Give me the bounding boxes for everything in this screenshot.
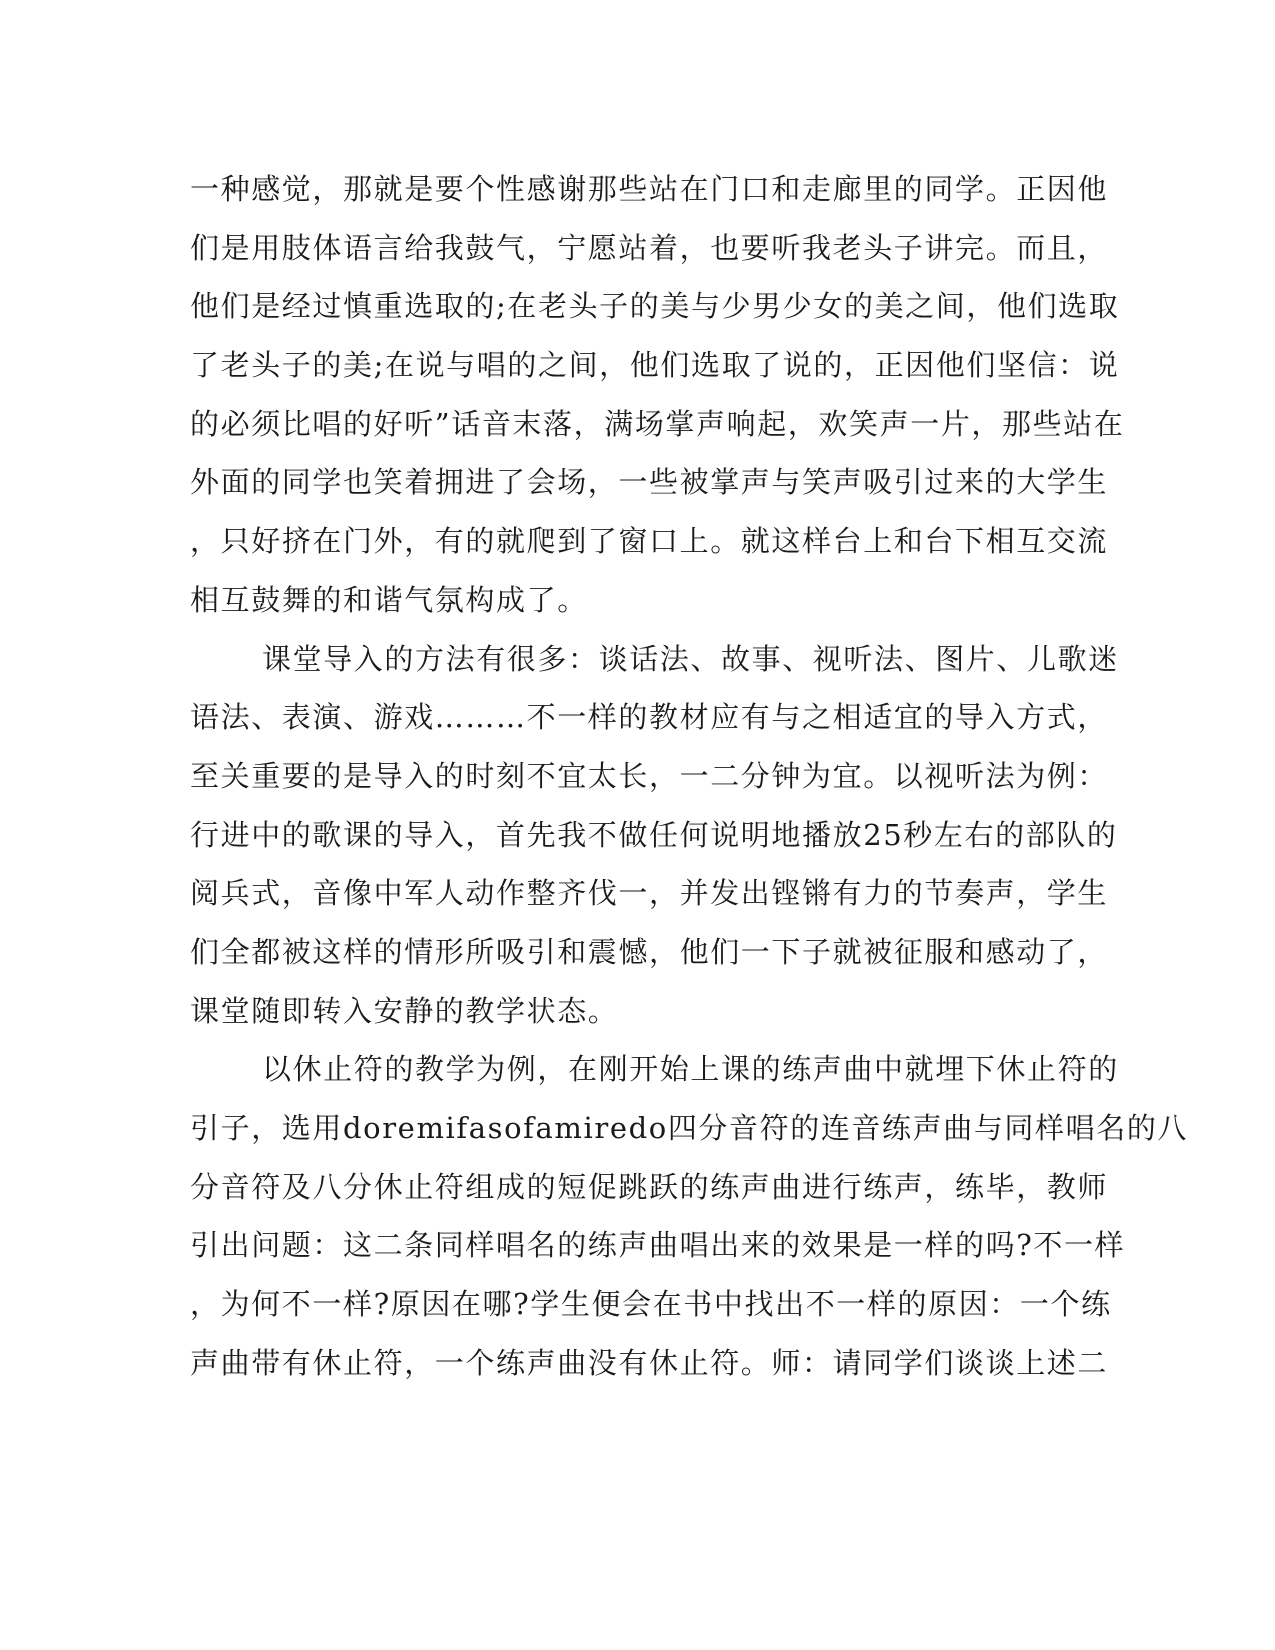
text-line: 了老头子的美;在说与唱的之间，他们选取了说的，正因他们坚信：说 [190, 348, 1120, 383]
text-line: 课堂随即转入安静的教学状态。 [190, 993, 619, 1028]
text-line: 引出问题：这二条同样唱名的练声曲唱出来的效果是一样的吗?不一样 [190, 1228, 1126, 1263]
paragraph-3 [190, 1040, 1189, 1392]
text-line: 们全都被这样的情形所吸引和震憾，他们一下子就被征服和感动了， [190, 934, 1109, 969]
text-line: 引子，选用doremifasofamiredo四分音符的连音练声曲与同样唱名的八 [190, 1111, 1189, 1145]
text-line: 的必须比唱的好听”话音末落，满场掌声响起，欢笑声一片，那些站在 [190, 406, 1125, 441]
text-line: 声曲带有休止符，一个练声曲没有休止符。师：请同学们谈谈上述二 [190, 1345, 1109, 1380]
text-line: 一种感觉，那就是要个性感谢那些站在门口和走廊里的同学。正因他 [190, 172, 1109, 206]
text-line: 分音符及八分休止符组成的短促跳跃的练声曲进行练声，练毕，教师 [190, 1169, 1109, 1204]
text-line: 外面的同学也笑着拥进了会场，一些被掌声与笑声吸引过来的大学生 [190, 465, 1109, 500]
paragraph-2 [190, 630, 1119, 1041]
text-line: 阅兵式，音像中军人动作整齐伐一，并发出铿锵有力的节奏声，学生 [190, 876, 1109, 911]
text-line: ，只好挤在门外，有的就爬到了窗口上。就这样台上和台下相互交流 [190, 524, 1109, 559]
body-text [190, 160, 1189, 1392]
text-line: 以休止符的教学为例，在刚开始上课的练声曲中就埋下休止符的 [262, 1052, 1119, 1087]
text-line: 他们是经过慎重选取的;在老头子的美与少男少女的美之间，他们选取 [190, 289, 1120, 324]
text-line: 课堂导入的方法有很多：谈话法、故事、视听法、图片、儿歌迷 [262, 641, 1119, 676]
text-line: 至关重要的是导入的时刻不宜太长，一二分钟为宜。以视听法为例： [190, 758, 1109, 793]
text-line: 语法、表演、游戏………不一样的教材应有与之相适宜的导入方式， [190, 700, 1109, 735]
paragraph-1 [190, 160, 1125, 630]
text-line: 相互鼓舞的和谐气氛构成了。 [190, 582, 588, 617]
text-line: ，为何不一样?原因在哪?学生便会在书中找出不一样的原因：一个练 [190, 1287, 1112, 1322]
text-line: 行进中的歌课的导入，首先我不做任何说明地播放25秒左右的部队的 [190, 817, 1118, 852]
text-line: 们是用肢体语言给我鼓气，宁愿站着，也要听我老头子讲完。而且， [190, 230, 1109, 265]
